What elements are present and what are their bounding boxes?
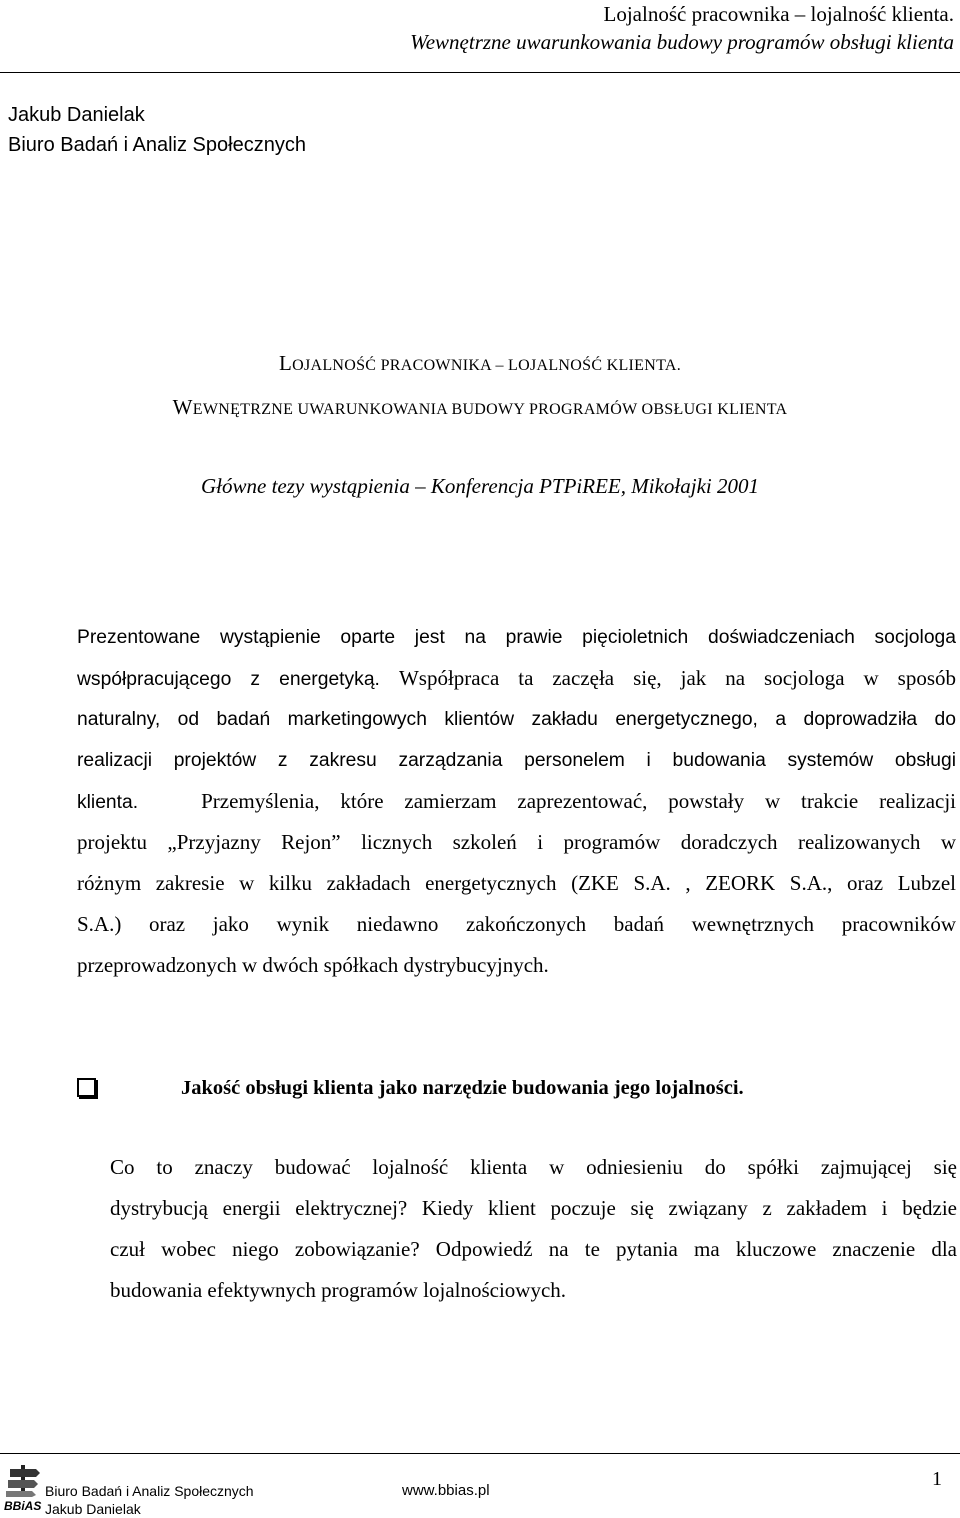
running-header-title: Lojalność pracownika – lojalność klienta. [603,2,954,26]
paragraph-line: projektu „Przyjazny Rejon” licznych szkoleń i programów doradczych realizowanych w [77,830,956,854]
paragraph-line [77,781,956,822]
page-number: 1 [932,1468,942,1490]
paragraph-line: przeprowadzonych w dwóch spółkach dystrybucyjnych. [77,953,549,977]
paragraph-line: budowania efektywnych programów lojalnościowych. [110,1278,567,1302]
document-title-line-2 [0,395,960,420]
paragraph-line: czuł wobec niego zobowiązanie? Odpowiedź na te pytania ma kluczowe znaczenie dla [110,1237,957,1261]
checkbox-bullet-icon [77,1078,96,1097]
title-initial: W [172,395,193,419]
paragraph-line [77,658,956,699]
author-organization: Biuro Badań i Analiz Społecznych [8,134,306,156]
footer-url: www.bbias.pl [402,1482,490,1499]
paragraph-line: Co to znaczy budować lojalność klienta w odniesieniu do spółki zajmującej się [110,1155,957,1179]
paragraph-line-tail: Współpraca ta zaczęła się, jak na socjologa w sposób [398,666,956,690]
footer-author: Jakub Danielak [45,1501,141,1517]
title-rest: EWNĘTRZNE UWARUNKOWANIA BUDOWY PROGRAMÓW OBSŁUGI KLIENTA [192,401,788,418]
section-paragraph [110,1147,957,1311]
section-heading-row [77,1073,957,1103]
footer-rule [0,1453,960,1454]
bbias-logo-icon [4,1463,42,1513]
paragraph-line: dystrybucją energii elektrycznej? Kiedy klient poczuje się związany z zakładem i będzie [110,1196,957,1220]
paragraph-line: naturalny, od badań marketingowych klientów zakładu energetycznego, a doprowadziła do [77,709,956,730]
document-subtitle: Główne tezy wystąpienia – Konferencja PTPiREE, Mikołajki 2001 [201,474,759,498]
running-header-subtitle: Wewnętrzne uwarunkowania budowy programów obsługi klienta [410,30,954,54]
section-heading: Jakość obsługi klienta jako narzędzie budowania jego lojalności. [181,1077,744,1099]
paragraph-line-tail: Przemyślenia, które zamierzam zaprezentować, powstały w trakcie realizacji [201,789,956,813]
paragraph-line-head: współpracującego z energetyką. [77,669,380,690]
footer-organization: Biuro Badań i Analiz Społecznych [45,1483,254,1499]
paragraph-line: Prezentowane wystąpienie oparte jest na prawie pięcioletnich doświadczeniach socjologa [77,627,956,648]
title-initial: L [278,351,293,375]
author-name: Jakub Danielak [8,104,145,126]
paragraph-line: różnym zakresie w kilku zakładach energetycznych (ZKE S.A. , ZEORK S.A., oraz Lubzel [77,871,956,895]
title-rest: OJALNOŚĆ PRACOWNIKA – LOJALNOŚĆ KLIENTA. [292,357,682,374]
paragraph-line: S.A.) oraz jako wynik niedawno zakończonych badań wewnętrznych pracowników [77,912,956,936]
intro-paragraph [77,617,956,986]
paragraph-line: realizacji projektów z zakresu zarządzania personelem i budowania systemów obsługi [77,750,956,771]
header-rule [0,72,960,73]
document-title-line-1 [0,351,960,376]
paragraph-line-head: klienta. [77,792,139,813]
svg-text:BBiAS: BBiAS [4,1499,42,1513]
